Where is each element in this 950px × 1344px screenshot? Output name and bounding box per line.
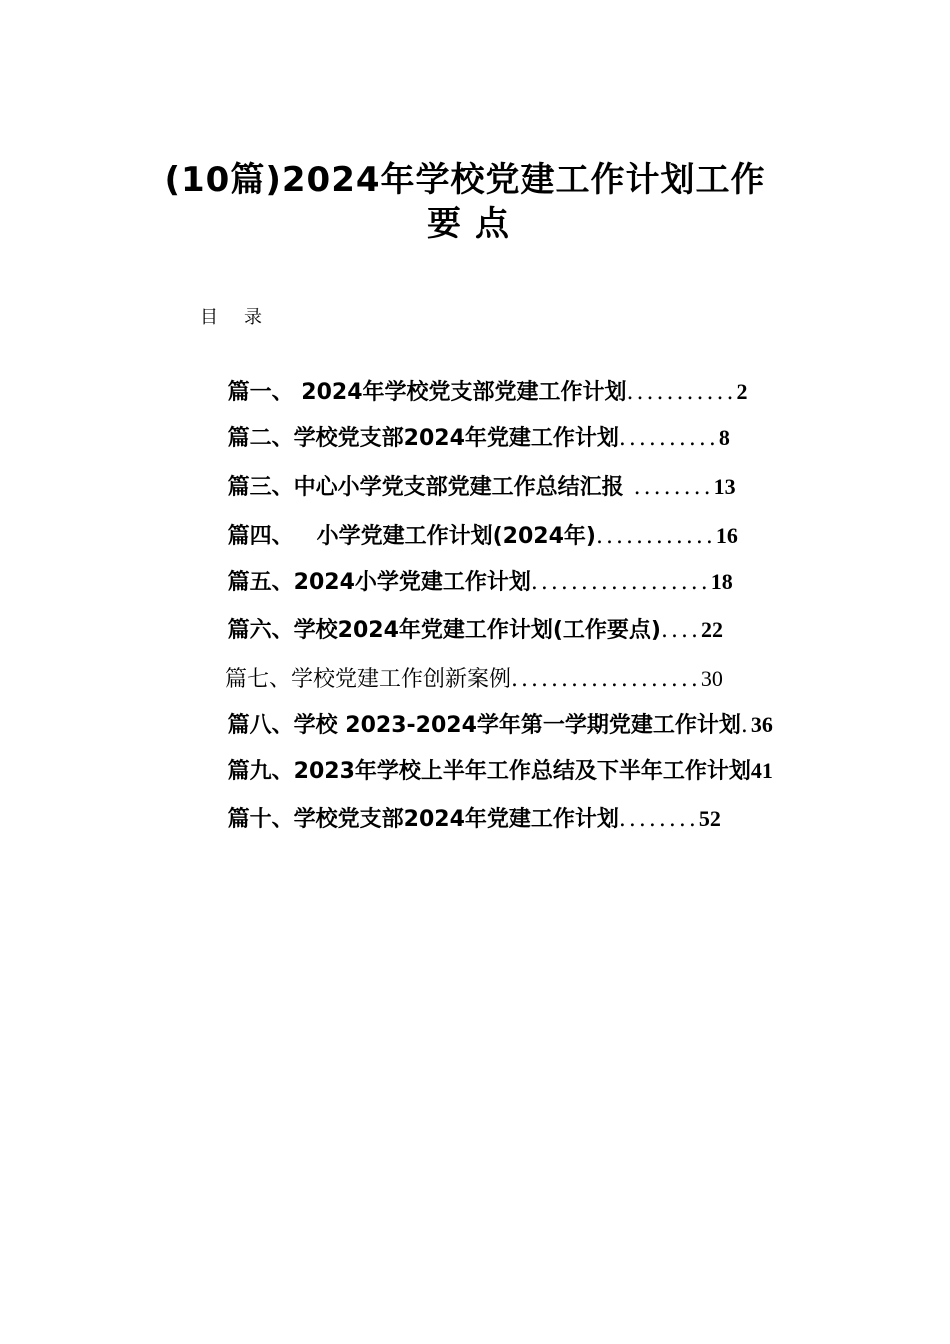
toc-page-number: 18 xyxy=(710,569,733,594)
toc-page-number: 13 xyxy=(713,474,736,499)
toc-entry-label: 篇六、学校2024年党建工作计划(工作要点) xyxy=(227,618,661,643)
toc-heading: 目录 xyxy=(200,307,288,328)
toc-leader-dots: ........... xyxy=(626,380,737,405)
toc-entry-label: 篇七、学校党建工作创新案例 xyxy=(224,667,511,692)
toc-leader-dots: ........ xyxy=(618,807,699,832)
toc-page-number: 30 xyxy=(700,666,723,691)
toc-entry-label: 篇四、 小学党建工作计划(2024年) xyxy=(227,524,596,549)
toc-entry-label: 篇五、2024小学党建工作计划 xyxy=(227,570,531,595)
toc-leader-dots: .......... xyxy=(618,426,719,451)
toc-entry-9[interactable] xyxy=(197,726,837,784)
toc-page-number: 41 xyxy=(750,758,773,783)
toc-leader-dots: ................... xyxy=(511,667,701,692)
toc-leader-dots: .... xyxy=(660,618,701,643)
toc-entry-1[interactable] xyxy=(197,347,837,405)
toc-entry-5[interactable] xyxy=(197,537,837,595)
toc-entry-label: 篇二、学校党支部2024年党建工作计划 xyxy=(227,426,619,451)
toc-leader-dots: .................. xyxy=(530,570,711,595)
toc-entry-2[interactable] xyxy=(197,393,837,451)
toc-entry-10[interactable] xyxy=(197,774,837,832)
toc-leader-dots: ............ xyxy=(595,524,716,549)
toc-page-number: 16 xyxy=(715,523,738,548)
toc-entry-label: 篇九、2023年学校上半年工作总结及下半年工作计划 xyxy=(227,759,751,784)
toc-page-number: 2 xyxy=(736,379,748,404)
toc-leader-dots: ........ xyxy=(623,475,714,500)
toc-entry-7[interactable] xyxy=(197,634,837,692)
toc-entry-3[interactable] xyxy=(197,442,837,500)
toc-leader-dots: . xyxy=(740,713,751,738)
toc-entry-label: 篇三、中心小学党支部党建工作总结汇报 xyxy=(227,475,624,500)
toc-entry-label: 篇十、学校党支部2024年党建工作计划 xyxy=(227,807,619,832)
toc-entry-8[interactable] xyxy=(197,680,837,738)
toc-page-number: 36 xyxy=(750,712,773,737)
document-title-line1: (10篇)2024年学校党建工作计划工作 xyxy=(164,160,766,200)
toc-entry-label: 篇一、 2024年学校党支部党建工作计划 xyxy=(227,380,627,405)
toc-entry-label: 篇八、学校 2023-2024学年第一学期党建工作计划 xyxy=(227,713,741,738)
toc-entry-4[interactable] xyxy=(197,491,837,549)
toc-entry-6[interactable] xyxy=(197,585,837,643)
toc-page-number: 52 xyxy=(698,806,721,831)
toc-page-number: 22 xyxy=(700,617,723,642)
document-title-line2: 要点 xyxy=(427,204,523,244)
toc-page-number: 8 xyxy=(718,425,730,450)
